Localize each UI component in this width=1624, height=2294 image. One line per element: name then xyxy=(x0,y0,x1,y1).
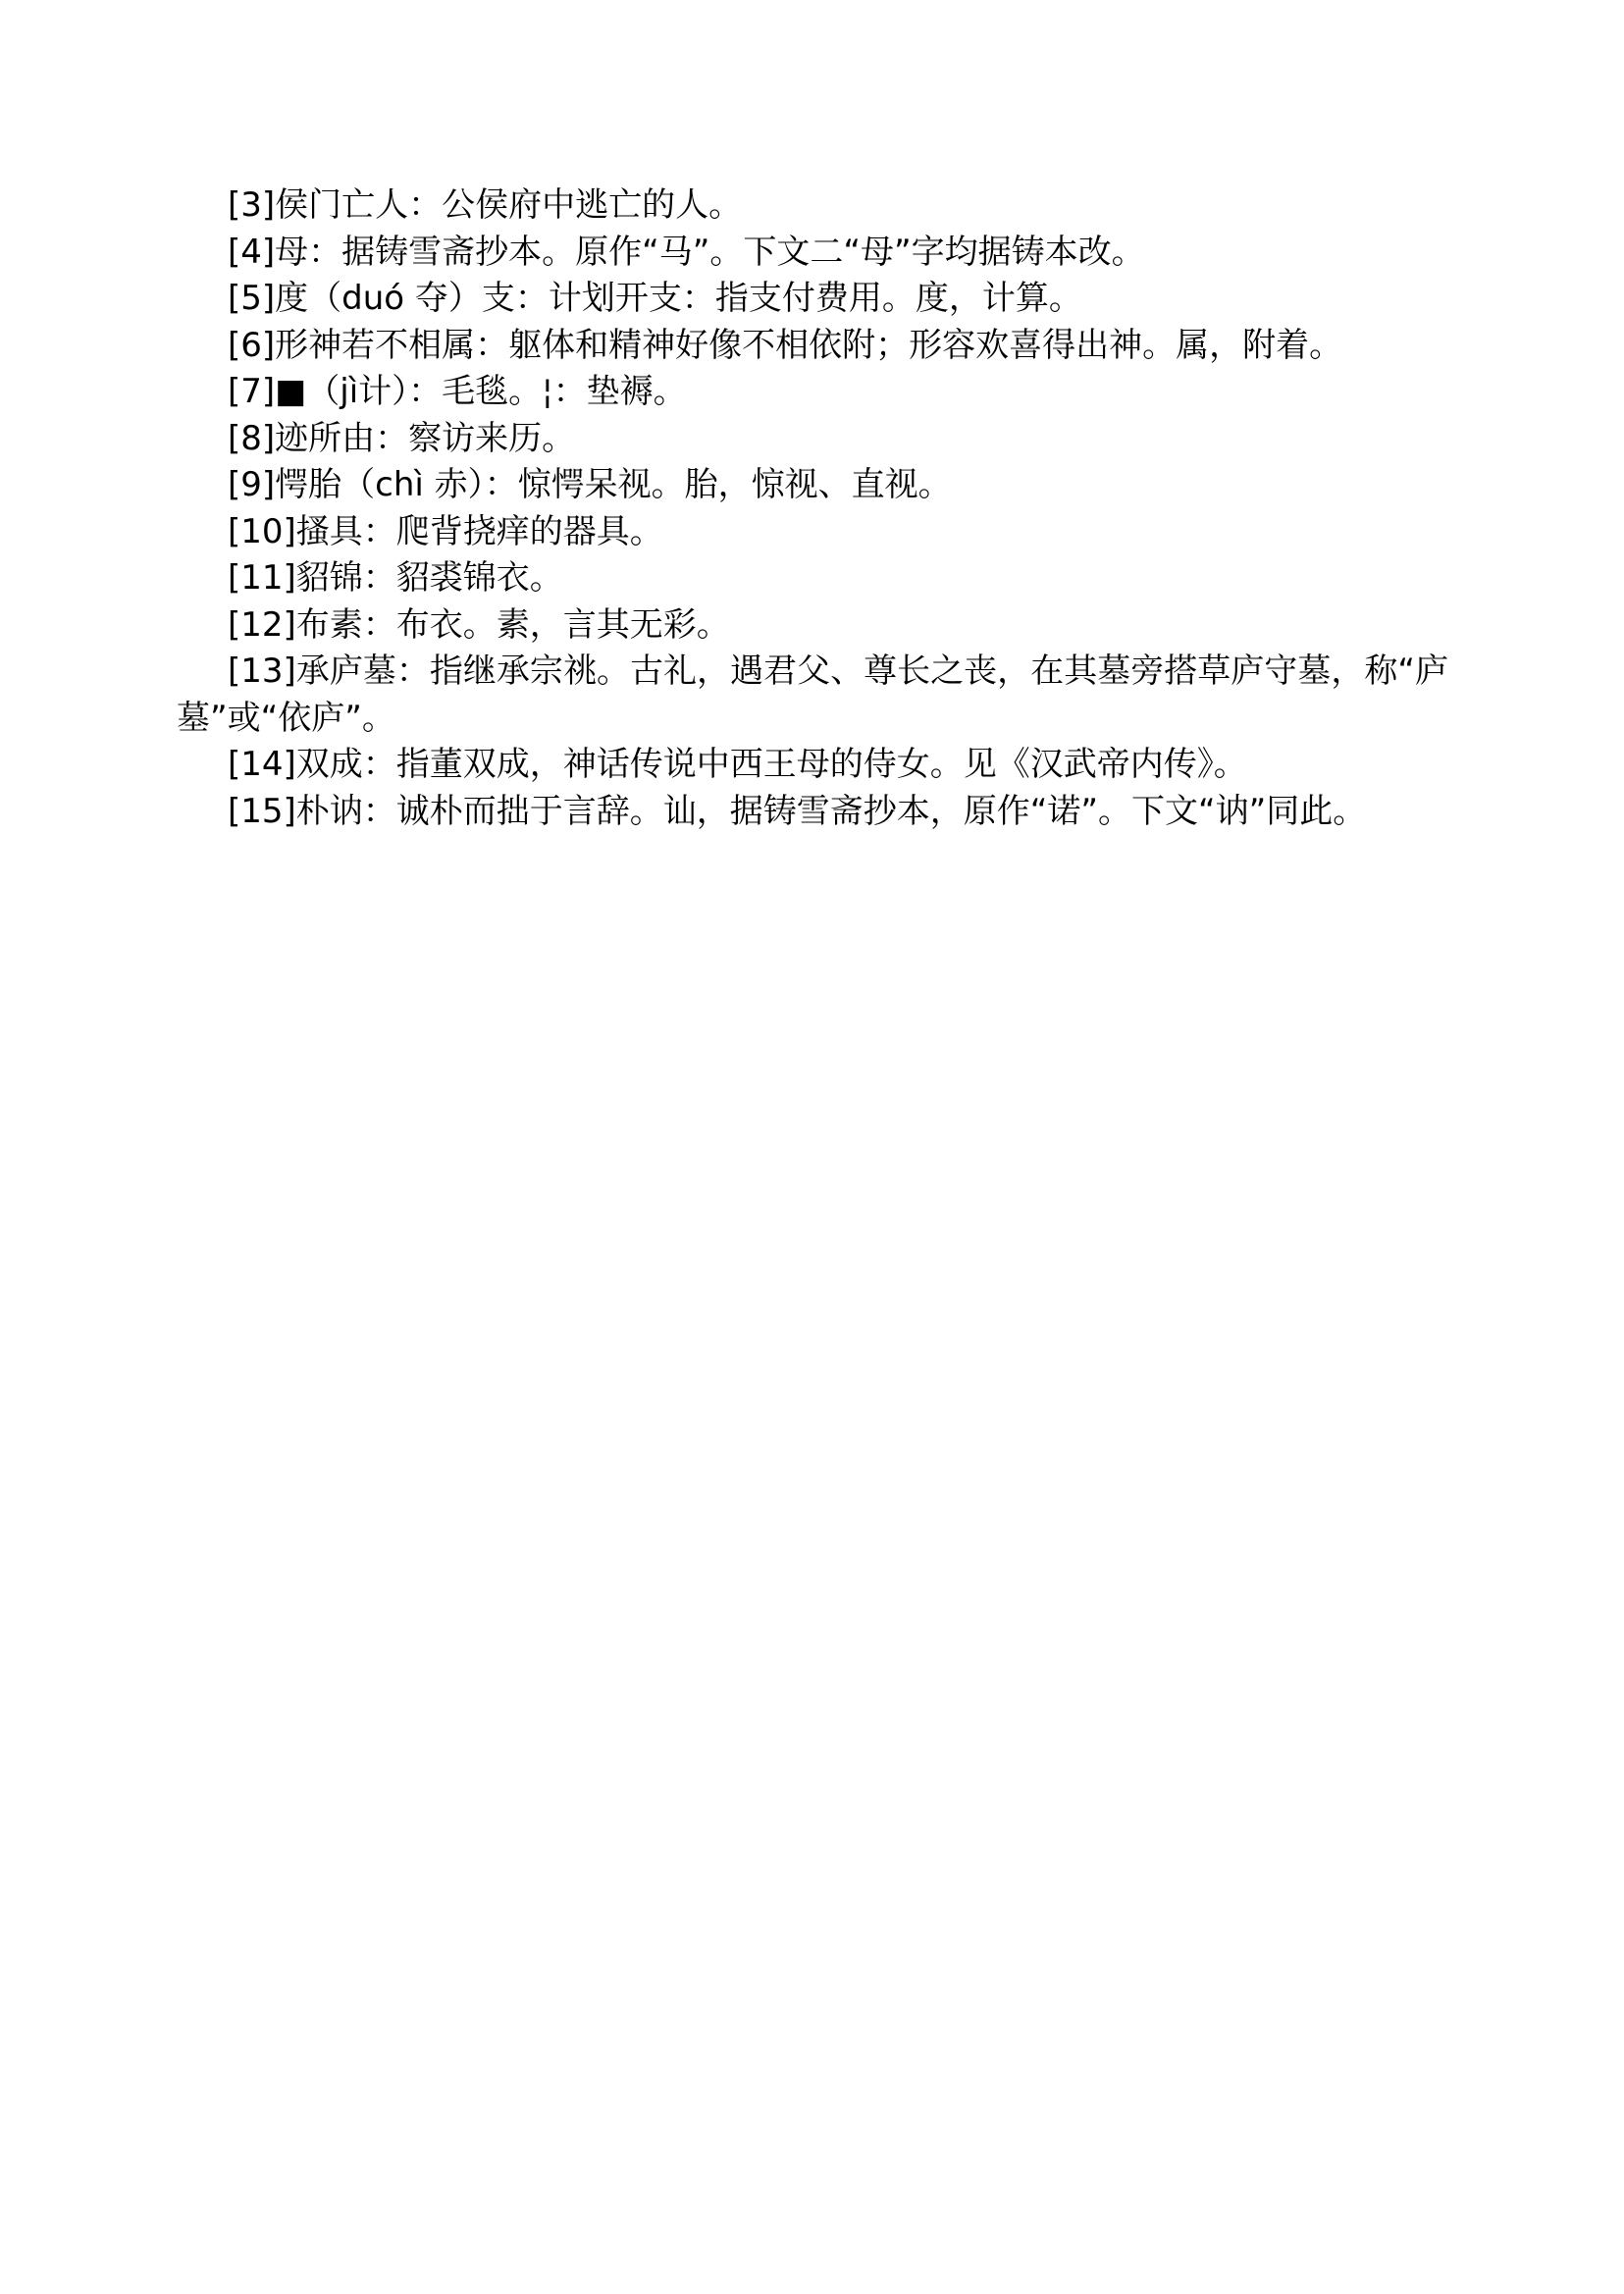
footnote-paragraph: [6]形神若不相属：躯体和精神好像不相依附；形容欢喜得出神。属，附着。 xyxy=(228,325,1343,365)
footnote-paragraph: [4]母：据铸雪斋抄本。原作“马”。下文二“母”字均据铸本改。 xyxy=(228,232,1145,272)
footnote-paragraph: [7]■（jì计）：毛毯。¦：垫褥。 xyxy=(228,372,687,411)
footnote-paragraph: [5]度（duó 夺）支：计划开支：指支付费用。度，计算。 xyxy=(228,279,1082,318)
footnote-paragraph: [10]搔具：爬背挠痒的器具。 xyxy=(228,511,663,551)
footnote-paragraph: [13]承庐墓：指继承宗祧。古礼，遇君父、尊长之丧，在其墓旁搭草庐守墓，称“庐墓”或“依庐”。 xyxy=(177,652,1448,738)
footnotes-block xyxy=(177,182,1448,835)
footnote-paragraph: [15]朴讷：诚朴而拙于言辞。讪，据铸雪斋抄本，原作“诺”。下文“讷”同此。 xyxy=(228,791,1367,831)
footnote-paragraph: [14]双成：指董双成，神话传说中西王母的侍女。见《汉武帝内传》。 xyxy=(228,745,1247,784)
footnote-paragraph: [12]布素：布衣。素，言其无彩。 xyxy=(228,604,730,645)
footnote-paragraph: [11]貂锦：貂裘锦衣。 xyxy=(228,558,563,598)
footnote-paragraph: [9]愕胎（chì 赤）：惊愕呆视。胎，惊视、直视。 xyxy=(228,465,952,504)
footnote-paragraph: [8]迹所由：察访来历。 xyxy=(228,418,576,458)
footnote-paragraph: [3]侯门亡人：公侯府中逃亡的人。 xyxy=(228,185,743,225)
